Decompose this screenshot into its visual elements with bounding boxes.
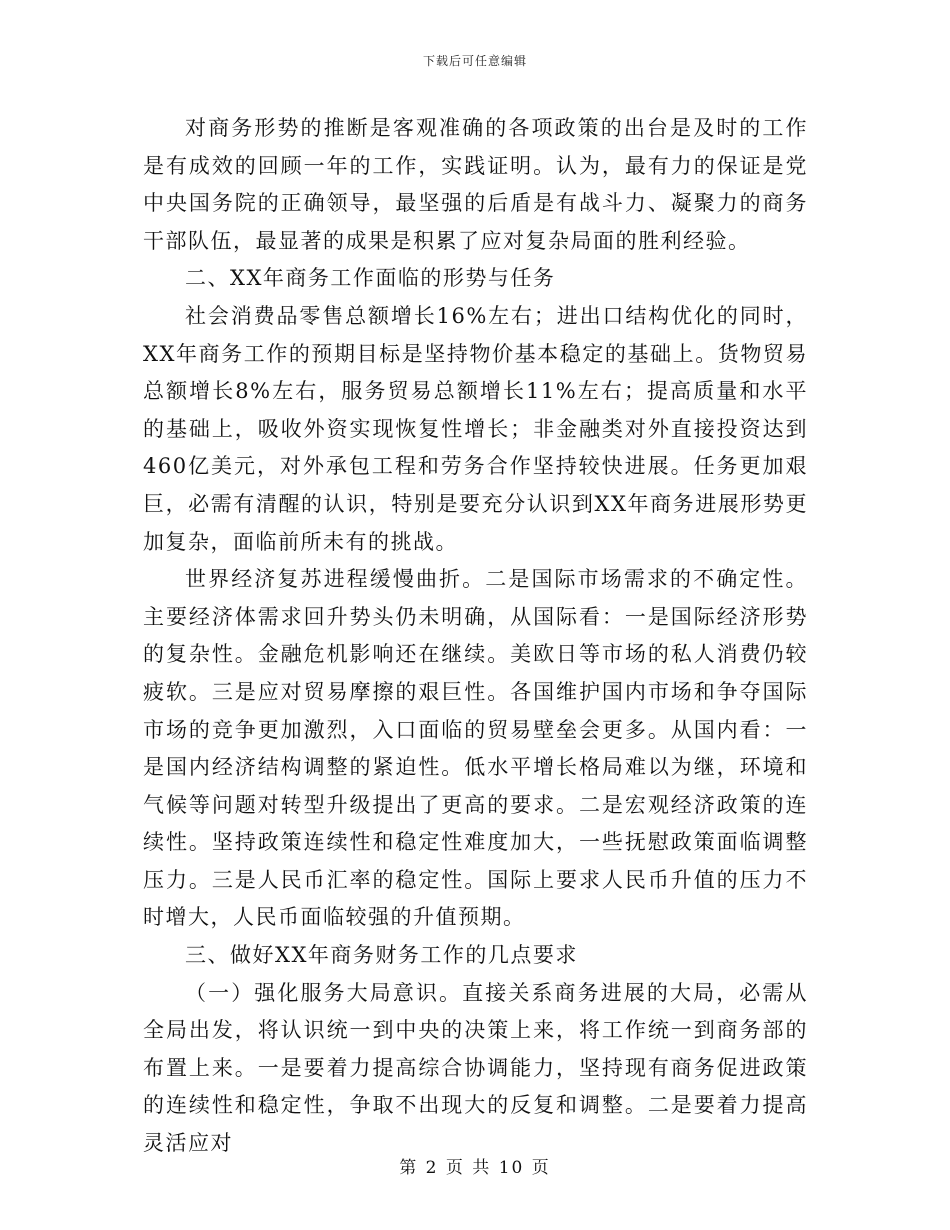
body-paragraph: （一）强化服务大局意识。直接关系商务进展的大局，必需从全局出发，将认识统一到中央的决策上来，将工作统一到商务部的布置上来。一是要着力提高综合协调能力，坚持现有商务促进政策的连续性和稳定性，争取不出现大的反复和调整。二是要着力提高灵活应对 xyxy=(143,980,808,1156)
section-heading: 三、做好XX年商务财务工作的几点要求 xyxy=(185,943,578,968)
body-paragraph: 对商务形势的推断是客观准确的各项政策的出台是及时的工作是有成效的回顾一年的工作，实践证明。认为，最有力的保证是党中央国务院的正确领导，最坚强的后盾是有战斗力、凝聚力的商务干部队伍，最显著的成果是积累了应对复杂局面的胜利经验。 xyxy=(143,116,808,253)
section-heading: 二、XX年商务工作面临的形势与任务 xyxy=(185,266,556,291)
page-number: 第 2 页 共 10 页 xyxy=(399,1158,551,1178)
body-paragraph: 世界经济复苏进程缓慢曲折。二是国际市场需求的不确定性。主要经济体需求回升势头仍未明确，从国际看：一是国际经济形势的复杂性。金融危机影响还在继续。美欧日等市场的私人消费仍较疲软。三是应对贸易摩擦的艰巨性。各国维护国内市场和争夺国际市场的竞争更加激烈，入口面临的贸易壁垒会更多。从国内看：一是国内经济结构调整的紧迫性。低水平增长格局难以为继，环境和气候等问题对转型升级提出了更高的要求。二是宏观经济政策的连续性。坚持政策连续性和稳定性难度加大，一些抚慰政策面临调整压力。三是人民币汇率的稳定性。国际上要求人民币升值的压力不时增大，人民币面临较强的升值预期。 xyxy=(143,567,808,930)
document-body xyxy=(143,110,808,1163)
body-paragraph: 社会消费品零售总额增长16%左右；进出口结构优化的同时，XX年商务工作的预期目标是坚持物价基本稳定的基础上。货物贸易总额增长8%左右，服务贸易总额增长11%左右；提高质量和水平的基础上，吸收外资实现恢复性增长；非金融类对外直接投资达到460亿美元，对外承包工程和劳务合作坚持较快进展。任务更加艰巨，必需有清醒的认识，特别是要充分认识到XX年商务进展形势更加复杂，面临前所未有的挑战。 xyxy=(143,303,808,554)
page-header: 下载后可任意编辑 xyxy=(422,54,527,68)
